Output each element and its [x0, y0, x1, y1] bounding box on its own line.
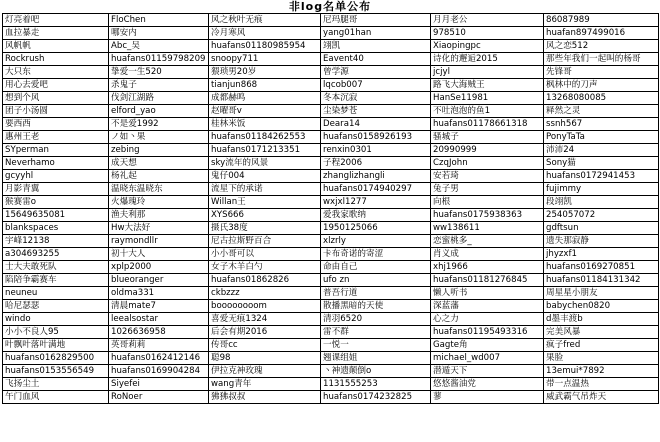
table-cell: 英哥莉莉 — [109, 339, 209, 352]
table-cell: 哈尼瑟瑟 — [3, 300, 109, 313]
table-row — [3, 92, 659, 105]
table-cell: Neverhamo — [3, 157, 109, 170]
table-cell: 猥琐男20岁 — [209, 66, 321, 79]
table-cell: jcjyl — [431, 66, 544, 79]
table-cell: 风之秋叶无痕 — [209, 14, 321, 27]
table-row — [3, 53, 659, 66]
table-row — [3, 391, 659, 404]
table-cell: 伐剑江湖路 — [109, 92, 209, 105]
table-cell: ノ如丶果 — [109, 131, 209, 144]
table-cell: 曾学源 — [321, 66, 431, 79]
table-cell: 不是爱1992 — [109, 118, 209, 131]
table-cell: 路飞大海贼王 — [431, 79, 544, 92]
table-row — [3, 365, 659, 378]
table-cell: sky流年的风景 — [209, 157, 321, 170]
table-cell: Gagte角 — [431, 339, 544, 352]
table-cell: huafans0158926193 — [321, 131, 431, 144]
table-cell: huafans0153556549 — [3, 365, 109, 378]
table-cell: 先锋哥 — [544, 66, 659, 79]
table-cell: 诗化的邂逅2015 — [431, 53, 544, 66]
table-cell: 惠州王老 — [3, 131, 109, 144]
table-cell: 尼玛腿哥 — [321, 14, 431, 27]
table-cell: huafans0162412146 — [109, 352, 209, 365]
table-row — [3, 339, 659, 352]
table-cell: XYS666 — [209, 209, 321, 222]
table-cell: 流星下的承诺 — [209, 183, 321, 196]
table-cell: 小小哥可以 — [209, 248, 321, 261]
table-cell: huafans0162829500 — [3, 352, 109, 365]
table-cell: 肖义成 — [431, 248, 544, 261]
table-cell: 威武霸气吊炸天 — [544, 391, 659, 404]
table-cell: Rockrush — [3, 53, 109, 66]
table-cell: 丶神遗颠倒o — [321, 365, 431, 378]
table-cell: 月月老公 — [431, 14, 544, 27]
table-cell: 鬼仔004 — [209, 170, 321, 183]
table-cell: 15649635081 — [3, 209, 109, 222]
table-cell: PonyTaTa — [544, 131, 659, 144]
table-cell: 猴赛雷o — [3, 196, 109, 209]
table-cell: 士大夫敢死队 — [3, 261, 109, 274]
table-cell: zhanglizhangli — [321, 170, 431, 183]
table-cell: 初十大人 — [109, 248, 209, 261]
table-cell: elford_yao — [109, 105, 209, 118]
table-row — [3, 144, 659, 157]
table-cell: 温晓东温晓东 — [109, 183, 209, 196]
table-cell: huafans01181276845 — [431, 274, 544, 287]
table-cell: 20990999 — [431, 144, 544, 157]
table-cell: 254057072 — [544, 209, 659, 222]
table-cell: ckbzzz — [209, 287, 321, 300]
table-row — [3, 14, 659, 27]
table-row — [3, 287, 659, 300]
table-cell: huafans01178661318 — [431, 118, 544, 131]
table-row — [3, 352, 659, 365]
table-cell: blankspaces — [3, 222, 109, 235]
table-cell: Sony猫 — [544, 157, 659, 170]
table-cell: huafans01180985954 — [209, 40, 321, 53]
table-cell: 冷月寒风 — [209, 27, 321, 40]
table-cell: 挚爱一生520 — [109, 66, 209, 79]
table-cell: zebing — [109, 144, 209, 157]
table-cell: 沛沛24 — [544, 144, 659, 157]
table-cell: 飞扬尘土 — [3, 378, 109, 391]
table-cell: neuneu — [3, 287, 109, 300]
table-cell: huafans01184262553 — [209, 131, 321, 144]
table-cell: yang01han — [321, 27, 431, 40]
table-cell: 尘染梦苍 — [321, 105, 431, 118]
table-row — [3, 300, 659, 313]
table-cell: leealsostar — [109, 313, 209, 326]
table-cell: 兔子男 — [431, 183, 544, 196]
table-cell: gcyyhl — [3, 170, 109, 183]
table-cell: 大只东 — [3, 66, 109, 79]
table-cell: SYperman — [3, 144, 109, 157]
table-cell: 成都赫鸣 — [209, 92, 321, 105]
table-cell: Hw大法好 — [109, 222, 209, 235]
table-cell: 血拉暴走 — [3, 27, 109, 40]
table-row — [3, 27, 659, 40]
table-cell: 释然之灵 — [544, 105, 659, 118]
table-cell: 心之力 — [431, 313, 544, 326]
table-cell: 要西西 — [3, 118, 109, 131]
table-cell: 向根 — [431, 196, 544, 209]
table-cell: 雷不群 — [321, 326, 431, 339]
table-cell: CzqJohn — [431, 157, 544, 170]
table-cell: 疯子fred — [544, 339, 659, 352]
table-row — [3, 378, 659, 391]
table-row — [3, 274, 659, 287]
table-cell: 风之恋512 — [544, 40, 659, 53]
table-cell: Willan王 — [209, 196, 321, 209]
table-cell: wxjxl1277 — [321, 196, 431, 209]
table-cell: boooooooom — [209, 300, 321, 313]
table-cell: huafans0174940297 — [321, 183, 431, 196]
table-cell: ufo zn — [321, 274, 431, 287]
table-cell: lqcob007 — [321, 79, 431, 92]
table-cell: huafans01862826 — [209, 274, 321, 287]
table-cell: blueoranger — [109, 274, 209, 287]
table-cell: 完美风暴 — [544, 326, 659, 339]
table-cell: 尼古拉斯野百合 — [209, 235, 321, 248]
table-cell: 冬本沉寂 — [321, 92, 431, 105]
table-cell: windo — [3, 313, 109, 326]
table-cell: snoopy711 — [209, 53, 321, 66]
table-cell: huafans0175938363 — [431, 209, 544, 222]
table-cell: 喜爱无痕1324 — [209, 313, 321, 326]
table-cell: 周星星小朋友 — [544, 287, 659, 300]
table-cell: 宇峰12138 — [3, 235, 109, 248]
table-cell: FloChen — [109, 14, 209, 27]
table-row — [3, 222, 659, 235]
table-cell: huafans0172941453 — [544, 170, 659, 183]
table-cell: huafans0171213351 — [209, 144, 321, 157]
table-cell: Siyefei — [109, 378, 209, 391]
table-cell: 潜遁天下 — [431, 365, 544, 378]
table-row — [3, 170, 659, 183]
table-cell: 狒狒叔叔 — [209, 391, 321, 404]
table-cell: 那些年我们一起叫的杨哥 — [544, 53, 659, 66]
table-row — [3, 235, 659, 248]
table-cell: 86087989 — [544, 14, 659, 27]
table-cell: 杀鬼子 — [109, 79, 209, 92]
table-cell: 杨礼起 — [109, 170, 209, 183]
table-row — [3, 248, 659, 261]
table-cell: 13268080085 — [544, 92, 659, 105]
table-cell: 赵曜哥v — [209, 105, 321, 118]
table-cell: 带一点温热 — [544, 378, 659, 391]
table-cell: 骚城子 — [431, 131, 544, 144]
table-cell: huafans01159798209 — [109, 53, 209, 66]
table-cell: oldma331 — [109, 287, 209, 300]
table-cell: michael_wd007 — [431, 352, 544, 365]
table-cell: 叶飘叶落叶满地 — [3, 339, 109, 352]
table-cell: 清晨mate7 — [109, 300, 209, 313]
table-cell: a304693255 — [3, 248, 109, 261]
table-cell: 哪安内 — [109, 27, 209, 40]
table-cell: Xiaopingpc — [431, 40, 544, 53]
table-row — [3, 118, 659, 131]
table-cell: 月影青翼 — [3, 183, 109, 196]
table-cell: 蓼 — [431, 391, 544, 404]
table-row — [3, 131, 659, 144]
table-row — [3, 326, 659, 339]
table-cell: huafans0174232825 — [321, 391, 431, 404]
table-cell: 深蓝藩 — [431, 300, 544, 313]
table-cell: fujimmy — [544, 183, 659, 196]
table-cell: 桂林米饭 — [209, 118, 321, 131]
table-row — [3, 183, 659, 196]
table-cell: RoNoer — [109, 391, 209, 404]
table-cell: 风帆帆 — [3, 40, 109, 53]
table-cell: 用心去爱吧 — [3, 79, 109, 92]
table-cell: 卡布奇诺的寄涩 — [321, 248, 431, 261]
sheet-title: 非log名单公布 — [288, 0, 372, 13]
table-cell: 陷陪争霸赛车 — [3, 274, 109, 287]
table-cell: 渔夫利那 — [109, 209, 209, 222]
table-cell: ssnh567 — [544, 118, 659, 131]
table-cell: 1131555253 — [321, 378, 431, 391]
table-cell: 命由自己 — [321, 261, 431, 274]
table-row — [3, 105, 659, 118]
table-cell: huafans0169270851 — [544, 261, 659, 274]
table-cell: 散播黑暗的天使 — [321, 300, 431, 313]
table-cell: 小小不良人95 — [3, 326, 109, 339]
table-cell: 后会有期2016 — [209, 326, 321, 339]
table-cell: 想到个风 — [3, 92, 109, 105]
table-cell: gdftsun — [544, 222, 659, 235]
table-cell: 团子小汤圆 — [3, 105, 109, 118]
table-cell: 恋蜜桃多_ — [431, 235, 544, 248]
table-cell: 段翊凯 — [544, 196, 659, 209]
table-cell: 悠悠酱油党 — [431, 378, 544, 391]
table-cell: xlzrly — [321, 235, 431, 248]
table-cell: 午门血风 — [3, 391, 109, 404]
table-cell: ww138611 — [431, 222, 544, 235]
table-cell: 一悦一 — [321, 339, 431, 352]
table-row — [3, 209, 659, 222]
table-row — [3, 313, 659, 326]
table-cell: 遗失那寂静 — [544, 235, 659, 248]
table-cell: Abc_吴 — [109, 40, 209, 53]
table-cell: 13emui*7892 — [544, 365, 659, 378]
table-cell: renxin0301 — [321, 144, 431, 157]
table-cell: huafan897499016 — [544, 27, 659, 40]
table-row — [3, 66, 659, 79]
table-cell: 1026636958 — [109, 326, 209, 339]
table-cell: 1950125066 — [321, 222, 431, 235]
table-cell: 传哥cc — [209, 339, 321, 352]
table-cell: Deara14 — [321, 118, 431, 131]
table-row — [3, 157, 659, 170]
table-cell: 伊拉克神玫瑰 — [209, 365, 321, 378]
table-row — [3, 40, 659, 53]
table-cell: 爱我家歌纳 — [321, 209, 431, 222]
table-cell: huafans01184131342 — [544, 274, 659, 287]
table-cell: d墨丰渡b — [544, 313, 659, 326]
table-cell: huafans01195493316 — [431, 326, 544, 339]
table-cell: babychen0820 — [544, 300, 659, 313]
table-cell: 摄氏38度 — [209, 222, 321, 235]
table-cell: 清羽6520 — [321, 313, 431, 326]
table-cell: xplp2000 — [109, 261, 209, 274]
table-cell: 火爆瑰玲 — [109, 196, 209, 209]
table-row — [3, 261, 659, 274]
name-list-table — [2, 13, 659, 404]
table-cell: tianjun868 — [209, 79, 321, 92]
table-cell: 枫林中的刀声 — [544, 79, 659, 92]
table-cell: 女子木羊白勺 — [209, 261, 321, 274]
table-cell: 不吐泡泡的鱼1 — [431, 105, 544, 118]
table-cell: 普吾行道 — [321, 287, 431, 300]
table-cell: 翘课组姐 — [321, 352, 431, 365]
table-cell: 978510 — [431, 27, 544, 40]
table-cell: 灯亮着吧 — [3, 14, 109, 27]
table-cell: raymondllr — [109, 235, 209, 248]
table-cell: 聪98 — [209, 352, 321, 365]
table-cell: 子程2006 — [321, 157, 431, 170]
table-cell: 懒人听书 — [431, 287, 544, 300]
table-cell: jhyzxf1 — [544, 248, 659, 261]
table-row — [3, 196, 659, 209]
table-cell: HanSe11981 — [431, 92, 544, 105]
table-cell: Eavent40 — [321, 53, 431, 66]
table-cell: wang青年 — [209, 378, 321, 391]
table-cell: huafans0169904284 — [109, 365, 209, 378]
table-cell: 安若琦 — [431, 170, 544, 183]
table-cell: 翊凯 — [321, 40, 431, 53]
table-cell: xhj1966 — [431, 261, 544, 274]
table-cell: 果脸 — [544, 352, 659, 365]
table-row — [3, 79, 659, 92]
table-cell: 成天想 — [109, 157, 209, 170]
